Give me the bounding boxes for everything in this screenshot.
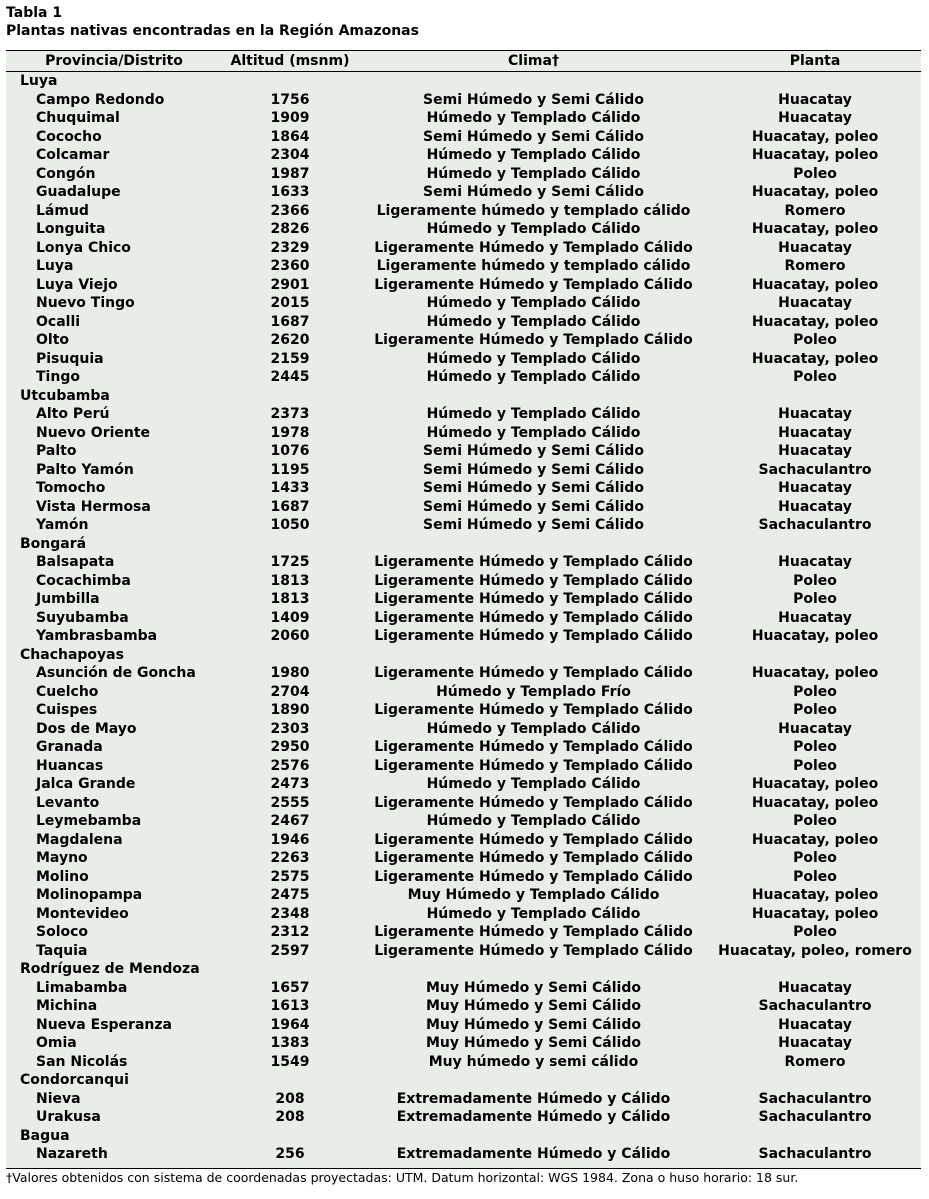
district-cell: Palto Yamón — [36, 461, 134, 478]
altitude-cell: 2312 — [270, 924, 310, 941]
district-cell: Asunción de Goncha — [36, 665, 196, 682]
plant-cell: Huacatay — [778, 720, 852, 737]
district-cell: San Nicolás — [36, 1053, 128, 1070]
climate-cell: Ligeramente húmedo y templado cálido — [376, 258, 691, 275]
table-row — [6, 590, 921, 609]
altitude-cell: 1813 — [270, 572, 310, 589]
altitude-cell: 2015 — [270, 295, 310, 312]
climate-cell: Ligeramente Húmedo y Templado Cálido — [374, 609, 693, 626]
altitude-cell: 2304 — [270, 147, 310, 164]
plant-cell: Poleo — [793, 702, 837, 719]
altitude-cell: 1909 — [270, 110, 310, 127]
climate-cell: Húmedo y Templado Cálido — [426, 110, 641, 127]
table-label: Tabla 1 — [6, 5, 63, 21]
header-altitud: Altitud (msnm) — [222, 51, 358, 72]
district-cell: Luya — [36, 258, 74, 275]
plant-cell: Poleo — [793, 813, 837, 830]
altitude-cell: 2303 — [270, 720, 310, 737]
altitude-cell: 2366 — [270, 202, 310, 219]
district-cell: Ocalli — [36, 313, 81, 330]
province-row — [6, 535, 921, 554]
climate-cell: Muy húmedo y semi cálido — [428, 1053, 639, 1070]
district-cell: Cuelcho — [36, 683, 99, 700]
plant-cell: Huacatay, poleo — [751, 831, 879, 848]
table-row — [6, 1053, 921, 1072]
altitude-cell: 2620 — [270, 332, 310, 349]
climate-cell: Húmedo y Templado Cálido — [426, 424, 641, 441]
province-name: Bagua — [20, 1127, 70, 1144]
district-cell: Leymebamba — [36, 813, 142, 830]
district-cell: Nuevo Oriente — [36, 424, 151, 441]
climate-cell: Húmedo y Templado Cálido — [426, 776, 641, 793]
district-cell: Mayno — [36, 850, 88, 867]
district-cell: Colcamar — [36, 147, 110, 164]
table-row — [6, 905, 921, 924]
table-row — [6, 109, 921, 128]
plant-cell: Romero — [784, 258, 846, 275]
climate-cell: Muy Húmedo y Templado Cálido — [407, 887, 660, 904]
district-cell: Guadalupe — [36, 184, 121, 201]
climate-cell: Semi Húmedo y Semi Cálido — [423, 184, 644, 201]
altitude-cell: 1946 — [270, 831, 310, 848]
district-cell: Limabamba — [36, 979, 128, 996]
climate-cell: Húmedo y Templado Cálido — [426, 369, 641, 386]
climate-cell: Semi Húmedo y Semi Cálido — [423, 91, 644, 108]
district-cell: Pisuquia — [36, 350, 104, 367]
district-cell: Lámud — [36, 202, 89, 219]
table-row — [6, 91, 921, 110]
table-row — [6, 331, 921, 350]
plant-cell: Huacatay — [778, 498, 852, 515]
altitude-cell: 1076 — [270, 443, 310, 460]
plant-cell: Huacatay, poleo — [751, 628, 879, 645]
district-cell: Chuquimal — [36, 110, 120, 127]
table-row — [6, 128, 921, 147]
data-table-container — [6, 50, 921, 1169]
climate-cell: Muy Húmedo y Semi Cálido — [426, 998, 641, 1015]
table-row — [6, 479, 921, 498]
climate-cell: Húmedo y Templado Frío — [436, 683, 631, 700]
district-cell: Cuispes — [36, 702, 98, 719]
table-row — [6, 701, 921, 720]
altitude-cell: 2704 — [270, 683, 310, 700]
climate-cell: Ligeramente Húmedo y Templado Cálido — [374, 757, 693, 774]
province-row — [6, 646, 921, 665]
plant-cell: Huacatay, poleo — [751, 665, 879, 682]
district-cell: Jumbilla — [36, 591, 100, 608]
district-cell: Taquia — [36, 942, 88, 959]
plant-cell: Huacatay — [778, 480, 852, 497]
plant-cell: Huacatay — [778, 443, 852, 460]
table-row — [6, 257, 921, 276]
district-cell: Tingo — [36, 369, 80, 386]
climate-cell: Húmedo y Templado Cálido — [426, 720, 641, 737]
table-row — [6, 942, 921, 961]
climate-cell: Semi Húmedo y Semi Cálido — [423, 128, 644, 145]
district-cell: Nieva — [36, 1090, 81, 1107]
climate-cell: Ligeramente Húmedo y Templado Cálido — [374, 942, 693, 959]
climate-cell: Semi Húmedo y Semi Cálido — [423, 517, 644, 534]
province-row — [6, 960, 921, 979]
plant-cell: Poleo — [793, 868, 837, 885]
header-row — [6, 51, 921, 72]
plant-cell: Huacatay, poleo — [751, 794, 879, 811]
table-row — [6, 849, 921, 868]
district-cell: Jalca Grande — [36, 776, 136, 793]
district-cell: Congón — [36, 165, 96, 182]
plant-cell: Huacatay, poleo — [751, 276, 879, 293]
table-row — [6, 146, 921, 165]
table-row — [6, 831, 921, 850]
district-cell: Omia — [36, 1035, 77, 1052]
plant-cell: Huacatay — [778, 406, 852, 423]
table-row — [6, 220, 921, 239]
altitude-cell: 1978 — [270, 424, 310, 441]
table-row — [6, 886, 921, 905]
table-row — [6, 923, 921, 942]
district-cell: Montevideo — [36, 905, 129, 922]
altitude-cell: 1687 — [270, 313, 310, 330]
district-cell: Luya Viejo — [36, 276, 118, 293]
plant-cell: Poleo — [793, 924, 837, 941]
climate-cell: Semi Húmedo y Semi Cálido — [423, 443, 644, 460]
district-cell: Nuevo Tingo — [36, 295, 135, 312]
altitude-cell: 1633 — [270, 184, 310, 201]
altitude-cell: 2576 — [270, 757, 310, 774]
table-row — [6, 276, 921, 295]
altitude-cell: 1987 — [270, 165, 310, 182]
table-row — [6, 405, 921, 424]
plant-cell: Huacatay, poleo — [751, 887, 879, 904]
climate-cell: Húmedo y Templado Cálido — [426, 147, 641, 164]
district-cell: Granada — [36, 739, 103, 756]
altitude-cell: 1383 — [270, 1035, 310, 1052]
climate-cell: Ligeramente Húmedo y Templado Cálido — [374, 665, 693, 682]
plant-cell: Sachaculantro — [758, 517, 872, 534]
table-row — [6, 553, 921, 572]
table-row — [6, 979, 921, 998]
plant-cell: Huacatay — [778, 1016, 852, 1033]
climate-cell: Ligeramente Húmedo y Templado Cálido — [374, 591, 693, 608]
district-cell: Olto — [36, 332, 70, 349]
climate-cell: Ligeramente Húmedo y Templado Cálido — [374, 831, 693, 848]
district-cell: Molino — [36, 868, 89, 885]
table-row — [6, 757, 921, 776]
district-cell: Magdalena — [36, 831, 123, 848]
plant-cell: Huacatay, poleo — [751, 776, 879, 793]
table-row — [6, 202, 921, 221]
climate-cell: Húmedo y Templado Cálido — [426, 350, 641, 367]
table-row — [6, 627, 921, 646]
district-cell: Huancas — [36, 757, 104, 774]
table-row — [6, 424, 921, 443]
province-row — [6, 387, 921, 406]
altitude-cell: 2597 — [270, 942, 310, 959]
climate-cell: Ligeramente Húmedo y Templado Cálido — [374, 924, 693, 941]
footnote: †Valores obtenidos con sistema de coordenadas proyectadas: UTM. Datum horizontal: WGS 1984. Zona o huso horario: 18 sur. — [6, 1170, 799, 1185]
altitude-cell: 1813 — [270, 591, 310, 608]
district-cell: Balsapata — [36, 554, 115, 571]
plants-table — [6, 51, 921, 1164]
climate-cell: Muy Húmedo y Semi Cálido — [426, 979, 641, 996]
altitude-cell: 1756 — [270, 91, 310, 108]
district-cell: Soloco — [36, 924, 89, 941]
altitude-cell: 208 — [275, 1109, 305, 1126]
table-row — [6, 239, 921, 258]
altitude-cell: 208 — [275, 1090, 305, 1107]
altitude-cell: 1409 — [270, 609, 310, 626]
district-cell: Cocachimba — [36, 572, 131, 589]
province-name: Condorcanqui — [20, 1072, 129, 1089]
altitude-cell: 1195 — [270, 461, 310, 478]
altitude-cell: 1050 — [270, 517, 310, 534]
climate-cell: Muy Húmedo y Semi Cálido — [426, 1035, 641, 1052]
district-cell: Yambrasbamba — [36, 628, 158, 645]
altitude-cell: 1549 — [270, 1053, 310, 1070]
district-cell: Urakusa — [36, 1109, 101, 1126]
climate-cell: Ligeramente Húmedo y Templado Cálido — [374, 868, 693, 885]
district-cell: Dos de Mayo — [36, 720, 137, 737]
district-cell: Cococho — [36, 128, 102, 145]
climate-cell: Semi Húmedo y Semi Cálido — [423, 480, 644, 497]
plant-cell: Poleo — [793, 850, 837, 867]
altitude-cell: 2348 — [270, 905, 310, 922]
province-name: Chachapoyas — [20, 646, 124, 663]
table-row — [6, 294, 921, 313]
plant-cell: Poleo — [793, 591, 837, 608]
altitude-cell: 2373 — [270, 406, 310, 423]
climate-cell: Semi Húmedo y Semi Cálido — [423, 461, 644, 478]
district-cell: Lonya Chico — [36, 239, 131, 256]
altitude-cell: 1864 — [270, 128, 310, 145]
altitude-cell: 1433 — [270, 480, 310, 497]
district-cell: Suyubamba — [36, 609, 129, 626]
plant-cell: Huacatay, poleo — [751, 313, 879, 330]
plant-cell: Poleo — [793, 683, 837, 700]
altitude-cell: 2329 — [270, 239, 310, 256]
plant-cell: Huacatay — [778, 609, 852, 626]
altitude-cell: 1687 — [270, 498, 310, 515]
province-name: Bongará — [20, 535, 87, 552]
table-row — [6, 461, 921, 480]
climate-cell: Húmedo y Templado Cálido — [426, 313, 641, 330]
table-row — [6, 775, 921, 794]
district-cell: Campo Redondo — [36, 91, 165, 108]
table-row — [6, 868, 921, 887]
plant-cell: Huacatay — [778, 424, 852, 441]
altitude-cell: 2473 — [270, 776, 310, 793]
plant-cell: Huacatay — [778, 554, 852, 571]
altitude-cell: 2901 — [270, 276, 310, 293]
district-cell: Molinopampa — [36, 887, 143, 904]
altitude-cell: 1890 — [270, 702, 310, 719]
plant-cell: Sachaculantro — [758, 998, 872, 1015]
province-name: Utcubamba — [20, 387, 110, 404]
table-title: Plantas nativas encontradas en la Región Amazonas — [6, 23, 419, 39]
altitude-cell: 1980 — [270, 665, 310, 682]
climate-cell: Ligeramente Húmedo y Templado Cálido — [374, 276, 693, 293]
climate-cell: Extremadamente Húmedo y Cálido — [396, 1146, 671, 1163]
altitude-cell: 2475 — [270, 887, 310, 904]
district-cell: Michina — [36, 998, 98, 1015]
altitude-cell: 256 — [275, 1146, 305, 1163]
plant-cell: Huacatay, poleo, romero — [718, 942, 912, 959]
header-planta: Planta — [709, 51, 921, 72]
province-row — [6, 72, 921, 91]
table-row — [6, 738, 921, 757]
plant-cell: Poleo — [793, 572, 837, 589]
plant-cell: Sachaculantro — [758, 1146, 872, 1163]
district-cell: Levanto — [36, 794, 100, 811]
altitude-cell: 2826 — [270, 221, 310, 238]
climate-cell: Extremadamente Húmedo y Cálido — [396, 1109, 671, 1126]
climate-cell: Ligeramente húmedo y templado cálido — [376, 202, 691, 219]
plant-cell: Huacatay, poleo — [751, 221, 879, 238]
table-row — [6, 609, 921, 628]
altitude-cell: 2360 — [270, 258, 310, 275]
plant-cell: Huacatay — [778, 239, 852, 256]
table-row — [6, 664, 921, 683]
climate-cell: Ligeramente Húmedo y Templado Cálido — [374, 702, 693, 719]
plant-cell: Poleo — [793, 165, 837, 182]
plant-cell: Poleo — [793, 332, 837, 349]
climate-cell: Húmedo y Templado Cálido — [426, 165, 641, 182]
altitude-cell: 2950 — [270, 739, 310, 756]
altitude-cell: 2445 — [270, 369, 310, 386]
climate-cell: Ligeramente Húmedo y Templado Cálido — [374, 332, 693, 349]
province-name: Rodríguez de Mendoza — [20, 961, 200, 978]
district-cell: Tomocho — [36, 480, 106, 497]
plant-cell: Sachaculantro — [758, 461, 872, 478]
plant-cell: Sachaculantro — [758, 1090, 872, 1107]
climate-cell: Semi Húmedo y Semi Cálido — [423, 498, 644, 515]
district-cell: Vista Hermosa — [36, 498, 151, 515]
altitude-cell: 1613 — [270, 998, 310, 1015]
plant-cell: Huacatay — [778, 295, 852, 312]
plant-cell: Poleo — [793, 739, 837, 756]
table-row — [6, 1090, 921, 1109]
table-row — [6, 165, 921, 184]
climate-cell: Ligeramente Húmedo y Templado Cálido — [374, 850, 693, 867]
table-row — [6, 350, 921, 369]
plant-cell: Huacatay, poleo — [751, 905, 879, 922]
climate-cell: Ligeramente Húmedo y Templado Cálido — [374, 628, 693, 645]
plant-cell: Huacatay — [778, 91, 852, 108]
plant-cell: Huacatay, poleo — [751, 184, 879, 201]
plant-cell: Huacatay — [778, 1035, 852, 1052]
table-row — [6, 313, 921, 332]
climate-cell: Ligeramente Húmedo y Templado Cálido — [374, 572, 693, 589]
plant-cell: Sachaculantro — [758, 1109, 872, 1126]
district-cell: Nazareth — [36, 1146, 108, 1163]
table-row — [6, 1145, 921, 1164]
table-row — [6, 368, 921, 387]
plant-cell: Romero — [784, 202, 846, 219]
province-row — [6, 1127, 921, 1146]
header-clima: Clima† — [358, 51, 709, 72]
altitude-cell: 2467 — [270, 813, 310, 830]
table-row — [6, 516, 921, 535]
table-row — [6, 1016, 921, 1035]
altitude-cell: 2555 — [270, 794, 310, 811]
climate-cell: Húmedo y Templado Cálido — [426, 221, 641, 238]
plant-cell: Huacatay — [778, 979, 852, 996]
altitude-cell: 2263 — [270, 850, 310, 867]
climate-cell: Ligeramente Húmedo y Templado Cálido — [374, 739, 693, 756]
table-row — [6, 812, 921, 831]
table-row — [6, 1108, 921, 1127]
province-name: Luya — [20, 73, 58, 90]
district-cell: Yamón — [36, 517, 89, 534]
district-cell: Longuita — [36, 221, 106, 238]
altitude-cell: 1657 — [270, 979, 310, 996]
altitude-cell: 2060 — [270, 628, 310, 645]
table-row — [6, 794, 921, 813]
climate-cell: Húmedo y Templado Cálido — [426, 406, 641, 423]
province-row — [6, 1071, 921, 1090]
table-row — [6, 572, 921, 591]
climate-cell: Ligeramente Húmedo y Templado Cálido — [374, 794, 693, 811]
altitude-cell: 1964 — [270, 1016, 310, 1033]
table-row — [6, 183, 921, 202]
plant-cell: Poleo — [793, 757, 837, 774]
header-provincia: Provincia/Distrito — [6, 51, 222, 72]
altitude-cell: 2159 — [270, 350, 310, 367]
table-row — [6, 997, 921, 1016]
plant-cell: Huacatay, poleo — [751, 350, 879, 367]
plant-cell: Romero — [784, 1053, 846, 1070]
table-row — [6, 720, 921, 739]
climate-cell: Ligeramente Húmedo y Templado Cálido — [374, 239, 693, 256]
plant-cell: Huacatay — [778, 110, 852, 127]
table-body — [6, 72, 921, 1164]
climate-cell: Muy Húmedo y Semi Cálido — [426, 1016, 641, 1033]
table-row — [6, 1034, 921, 1053]
climate-cell: Húmedo y Templado Cálido — [426, 813, 641, 830]
plant-cell: Huacatay, poleo — [751, 147, 879, 164]
table-row — [6, 683, 921, 702]
climate-cell: Ligeramente Húmedo y Templado Cálido — [374, 554, 693, 571]
climate-cell: Húmedo y Templado Cálido — [426, 295, 641, 312]
plant-cell: Huacatay, poleo — [751, 128, 879, 145]
table-row — [6, 442, 921, 461]
altitude-cell: 1725 — [270, 554, 310, 571]
table-row — [6, 498, 921, 517]
plant-cell: Poleo — [793, 369, 837, 386]
climate-cell: Húmedo y Templado Cálido — [426, 905, 641, 922]
district-cell: Nueva Esperanza — [36, 1016, 172, 1033]
altitude-cell: 2575 — [270, 868, 310, 885]
district-cell: Palto — [36, 443, 77, 460]
district-cell: Alto Perú — [36, 406, 110, 423]
climate-cell: Extremadamente Húmedo y Cálido — [396, 1090, 671, 1107]
